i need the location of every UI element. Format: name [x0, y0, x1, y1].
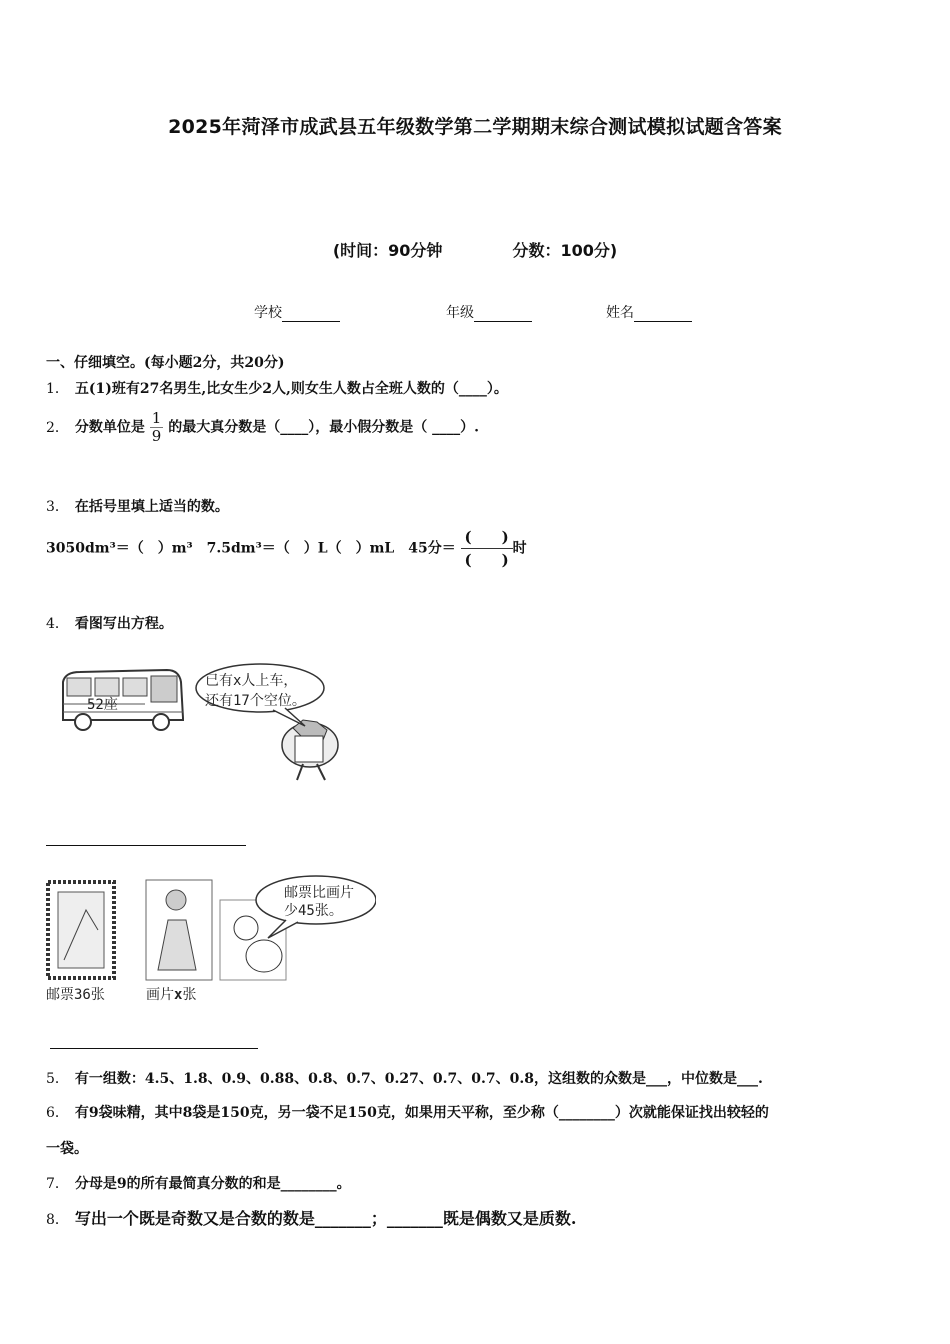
stamps-bubble-line1: 邮票比画片 — [284, 885, 354, 901]
question-text: 五(1)班有27名男生,比女生少2人,则女生人数占全班人数的（____）。 — [74, 381, 508, 397]
question-text-continued: 的最大真分数是（____），最小假分数是（ ____）. — [168, 419, 479, 436]
picture-label-post: 张 — [182, 987, 197, 1003]
school-field[interactable] — [254, 302, 340, 322]
fraction-numerator: 1 — [151, 409, 162, 427]
bus-bubble-line1: 已有x人上车， — [205, 673, 298, 689]
bus-bubble-line2: 还有17个空位。 — [205, 693, 306, 709]
question-6-continued: 一袋。 — [46, 1141, 88, 1157]
picture-count-label — [146, 984, 196, 1004]
school-blank[interactable] — [282, 321, 340, 322]
question-number: 1． — [46, 381, 69, 397]
fraction-one-ninth — [150, 410, 164, 445]
question-text: 分母是9的所有最简真分数的和是________。 — [74, 1176, 351, 1192]
question-text: 有9袋味精，其中8袋是150克，另一袋不足150克，如果用天平称，至少称（________）次就能保证找出较轻的 — [74, 1105, 769, 1121]
exam-time: (时间：90分钟 — [332, 241, 443, 260]
question-3 — [46, 496, 229, 516]
fraction-numerator-blank[interactable]: ( ) — [461, 526, 513, 549]
name-field[interactable] — [606, 302, 692, 322]
section-heading: 一、仔细填空。(每小题2分，共20分) — [46, 355, 285, 371]
stamps-bubble-line2: 少45张。 — [284, 903, 343, 919]
question-number: 6． — [46, 1105, 69, 1121]
grade-label: 年级 — [446, 305, 474, 321]
question-number: 7． — [46, 1176, 69, 1192]
question-number: 8． — [46, 1212, 69, 1228]
question-8 — [46, 1206, 577, 1229]
picture-label-variable: x — [174, 987, 183, 1003]
fraction-blank[interactable] — [461, 526, 513, 571]
question-text: 在括号里填上适当的数。 — [74, 499, 229, 515]
unit-hour: 时 — [512, 540, 527, 557]
picture-label-pre: 画片 — [146, 987, 174, 1003]
grade-field[interactable] — [446, 302, 532, 322]
stamps-illustration — [46, 870, 376, 1010]
question-3-line — [46, 526, 527, 571]
question-text: 看图写出方程。 — [74, 616, 173, 632]
name-label: 姓名 — [606, 305, 634, 321]
school-label: 学校 — [254, 305, 282, 321]
question-number: 3． — [46, 499, 69, 515]
name-blank[interactable] — [634, 321, 692, 322]
fraction-denominator: 9 — [151, 427, 162, 445]
question-text: 分数单位是 — [74, 419, 145, 436]
answer-line-1[interactable] — [46, 845, 246, 846]
exam-score: 分数：100分) — [512, 241, 618, 260]
question-number: 5． — [46, 1071, 69, 1087]
answer-line-2[interactable] — [50, 1048, 258, 1049]
question-7 — [46, 1173, 351, 1193]
page-title: 2025年菏泽市成武县五年级数学第二学期期末综合测试模拟试题含答案 — [168, 116, 782, 138]
bus-seat-label: 52座 — [87, 697, 118, 713]
question-number: 2． — [46, 419, 69, 436]
question-4 — [46, 613, 173, 633]
question-2 — [46, 410, 479, 445]
question-text: 有一组数：4.5、1.8、0.9、0.88、0.8、0.7、0.27、0.7、0.7、0.8，这组数的众数是___，中位数是___. — [74, 1071, 763, 1087]
question-1 — [46, 378, 508, 398]
grade-blank[interactable] — [474, 321, 532, 322]
fraction-denominator-blank[interactable]: ( ) — [464, 551, 509, 569]
question-number: 4． — [46, 616, 69, 632]
bus-illustration — [55, 660, 385, 785]
conversion-text: 3050dm³＝（ ）m³ 7.5dm³＝（ ）L（ ）mL 45分＝ — [46, 540, 456, 557]
question-6 — [46, 1102, 769, 1122]
exam-info — [0, 238, 950, 261]
question-5 — [46, 1068, 763, 1088]
stamp-count-label: 邮票36张 — [46, 987, 105, 1003]
question-text: 写出一个既是奇数又是合数的数是_______；_______既是偶数又是质数. — [74, 1209, 577, 1228]
